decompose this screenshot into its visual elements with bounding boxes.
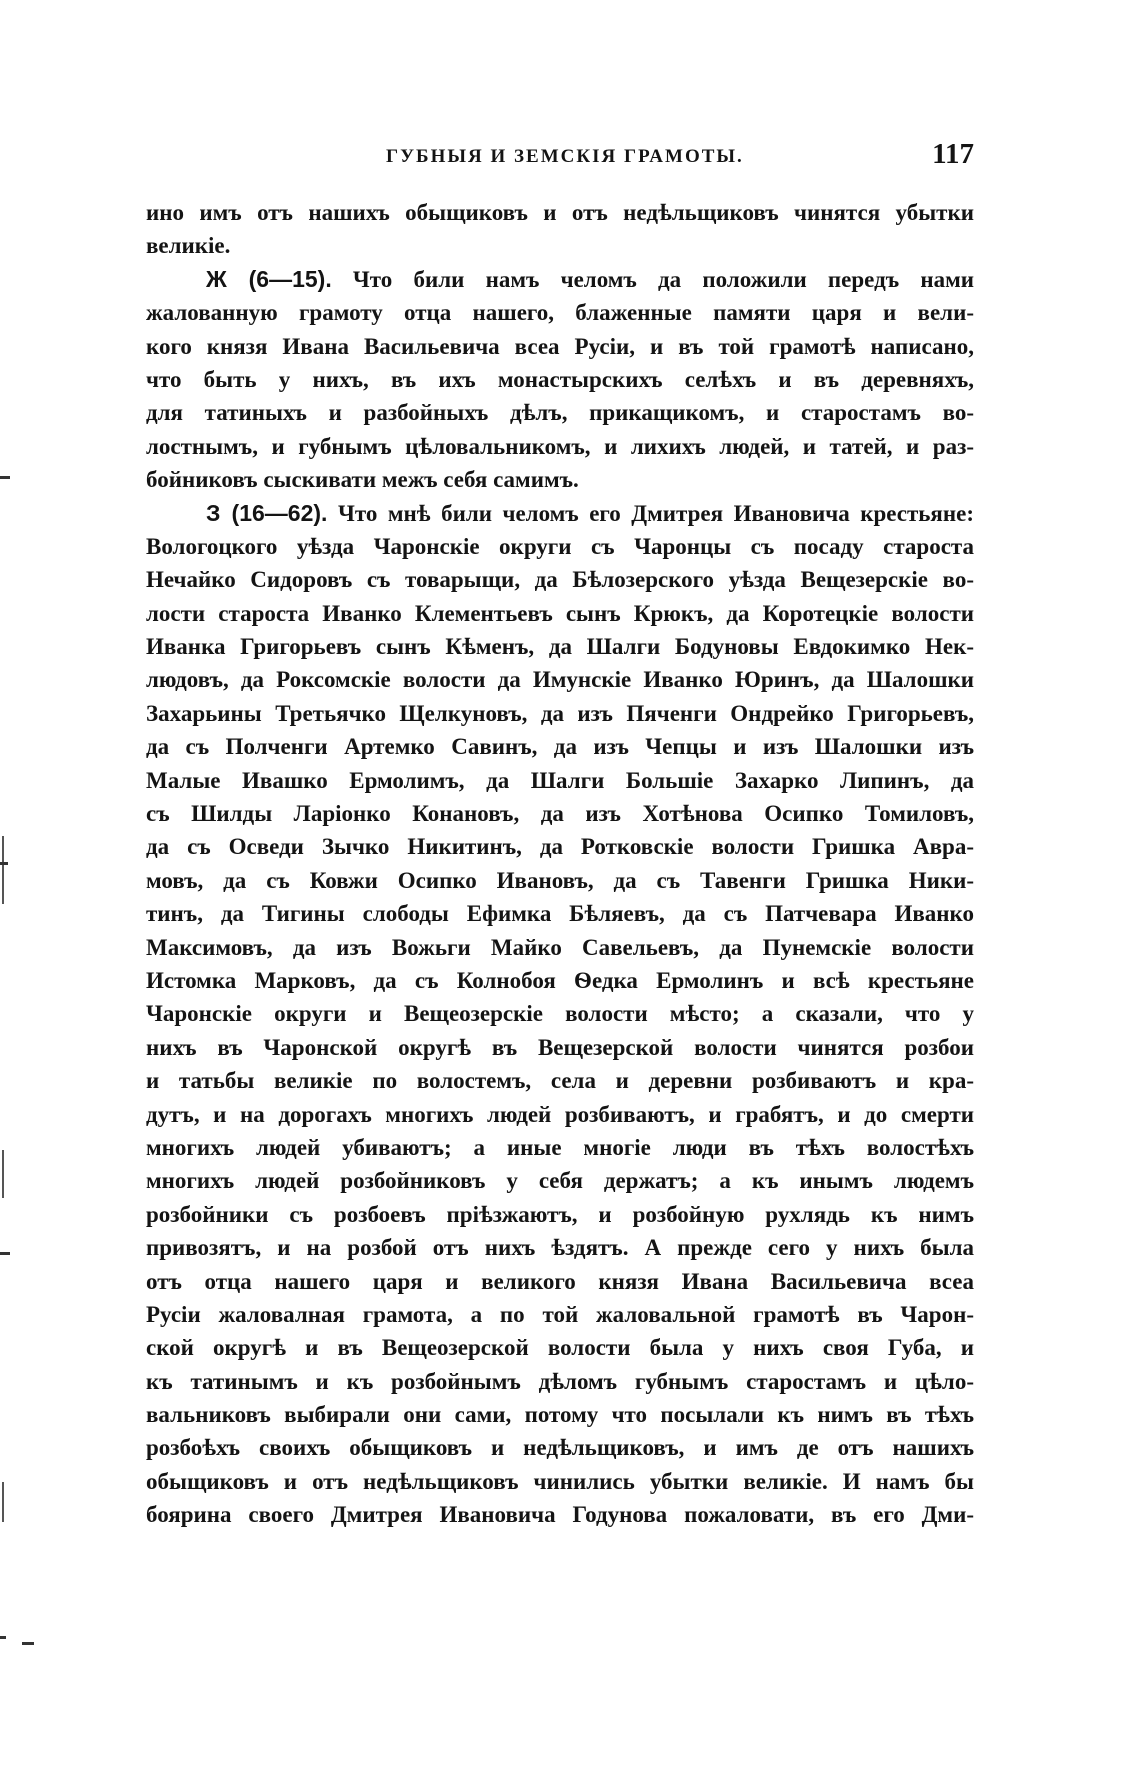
text-line [146,830,974,863]
text-line [146,764,974,797]
text-line [146,1265,974,1298]
line-text: и татьбы великіе по волостемъ, села и деревни розбиваютъ и кра- [146,1068,974,1094]
line-text: да съ Осведи Зычко Никитинъ, да Ротковскіе волости Гришка Аврa- [146,834,974,860]
line-text: Максимовъ, да изъ Вожьги Майко Савельевъ, да Пунемскіе волости [146,934,974,960]
text-line [146,864,974,897]
line-text: Вологоцкого уѣзда Чаронскіе округи съ Чаронцы съ посаду староста [146,533,974,559]
line-text: Что мнѣ били челомъ его Дмитрея Ивановича крестьяне: [327,500,974,526]
line-text: да съ Полченги Артемко Савинъ, да изъ Чепцы и изъ Шалошки изъ [146,734,974,760]
text-line [146,363,974,396]
text-line [146,196,974,229]
text-line [146,497,974,530]
line-text: бойниковъ сыскивати межъ себя самимъ. [146,467,579,493]
section-mark: З (16—62). [206,499,328,526]
line-text: Малые Ивашко Ермолимъ, да Шалги Большіе Захарко Липинъ, да [146,767,974,793]
text-line [146,730,974,763]
page-header [136,138,974,174]
line-text: Нечайко Сидоровъ съ товарыщи, да Бѣлозерского уѣзда Вещезерскіе во- [146,567,974,593]
text-line [146,563,974,596]
text-line [146,964,974,997]
line-text: дутъ, и на дорогахъ многихъ людей розбиваютъ, и грабятъ, и до смерти [146,1101,974,1127]
page-number: 117 [932,138,974,170]
margin-mark [22,1642,34,1645]
line-text: къ татинымъ и къ розбойнымъ дѣломъ губнымъ старостамъ и цѣло- [146,1368,974,1394]
line-text: тинъ, да Тигины слободы Ефимка Бѣляевъ, да съ Патчевара Иванко [146,901,974,927]
text-line [146,897,974,930]
line-text: великіе. [146,233,231,259]
text-line [146,296,974,329]
text-line [146,430,974,463]
line-text: боярина своего Дмитрея Ивановича Годунова пожаловати, въ его Дми- [146,1502,974,1528]
margin-mark [0,1252,10,1255]
text-line [146,1198,974,1231]
line-text: Русіи жаловалная грамота, а по той жаловальной грамотѣ въ Чарон- [146,1301,974,1327]
line-text: многихъ людей розбойниковъ у себя держатъ; а къ инымъ людемъ [146,1168,974,1194]
margin-line [2,836,4,904]
line-text: съ Шилды Ларіонко Конановъ, да изъ Хотѣнова Осипко Томиловъ, [146,801,974,827]
text-line [146,1398,974,1431]
text-line [146,1331,974,1364]
line-text: Иванка Григорьевъ сынъ Кѣменъ, да Шалги Бодуновы Евдокимко Нек- [146,634,974,660]
text-line [146,396,974,429]
line-text: Чаронскіе округи и Вещеозерскіе волости мѣсто; а сказали, что у [146,1001,974,1027]
text-line [146,1031,974,1064]
margin-mark [0,476,10,479]
text-line [146,530,974,563]
text-line [146,1365,974,1398]
line-text: обыщиковъ и отъ недѣльщиковъ чинились убытки великіе. И намъ бы [146,1468,974,1494]
line-text: кого князя Ивана Васильевича всеа Русіи, и въ той грамотѣ написано, [146,333,974,359]
text-line [146,597,974,630]
line-text: ской округѣ и въ Вещеозерской волости была у нихъ своя Губа, и [146,1335,974,1361]
section-mark: Ж (6—15). [206,265,332,292]
line-text: ино имъ отъ нашихъ обыщиковъ и отъ недѣльщиковъ чинятся убытки [146,200,974,225]
text-line [146,1498,974,1531]
line-text: нихъ въ Чаронской округѣ въ Вещезерской волости чинятся розбои [146,1034,974,1060]
text-line [146,663,974,696]
line-text: Что били намъ челомъ да положили передъ нами [331,266,974,292]
body-text [146,196,974,1532]
text-line [146,697,974,730]
text-line [146,1131,974,1164]
text-line [146,1298,974,1331]
line-text: вальниковъ выбирали они сами, потому что посылали къ нимъ въ тѣхъ [146,1402,974,1428]
text-line [146,1465,974,1498]
margin-mark [0,1636,6,1639]
text-line [146,1098,974,1131]
text-line [146,330,974,363]
margin-line [2,1150,4,1198]
text-line [146,797,974,830]
line-text: многихъ людей убиваютъ; а иные многіе люди въ тѣхъ волостѣхъ [146,1134,974,1160]
line-text: жалованную грамоту отца нашего, блаженные памяти царя и вели- [146,300,974,326]
text-line [146,1431,974,1464]
text-line [146,1164,974,1197]
line-text: отъ отца нашего царя и великого князя Ивана Васильевича всеа [146,1268,974,1294]
text-line [146,997,974,1030]
running-title: ГУБНЫЯ И ЗЕМСКІЯ ГРАМОТЫ. [386,146,744,167]
margin-line [2,1482,4,1522]
line-text: что быть у нихъ, въ ихъ монастырскихъ селѣхъ и въ деревняхъ, [146,366,974,392]
text-line [146,630,974,663]
text-line [146,463,974,496]
margin-mark [0,862,8,865]
text-line [146,263,974,296]
text-line [146,931,974,964]
line-text: розбойники съ розбоевъ пріѣзжаютъ, и розбойную рухлядь къ нимъ [146,1201,974,1227]
line-text: лости староста Иванко Клементьевъ сынъ Крюкъ, да Коротецкіе волости [146,600,974,626]
line-text: Истомка Марковъ, да съ Колнобоя Ѳедка Ермолинъ и всѣ крестьяне [146,967,974,993]
text-line [146,1231,974,1264]
line-text: Захарьины Третьячко Щелкуновъ, да изъ Пяченги Ондрейко Григорьевъ, [146,700,974,726]
line-text: лостнымъ, и губнымъ цѣловальникомъ, и лихихъ людей, и татей, и раз- [146,433,974,459]
line-text: розбоѣхъ своихъ обыщиковъ и недѣльщиковъ, и имъ де отъ нашихъ [146,1435,974,1461]
line-text: для татиныхъ и разбойныхъ дѣлъ, прикащикомъ, и старостамъ во- [146,400,974,426]
line-text: привозятъ, и на розбой отъ нихъ ѣздятъ. А прежде сего у нихъ была [146,1235,974,1261]
line-text: мовъ, да съ Ковжи Осипко Ивановъ, да съ Тавенги Гришка Ники- [146,867,974,893]
text-line [146,229,974,262]
text-line [146,1064,974,1097]
line-text: людовъ, да Роксомскіе волости да Имунскіе Иванко Юринъ, да Шалошки [146,667,974,693]
